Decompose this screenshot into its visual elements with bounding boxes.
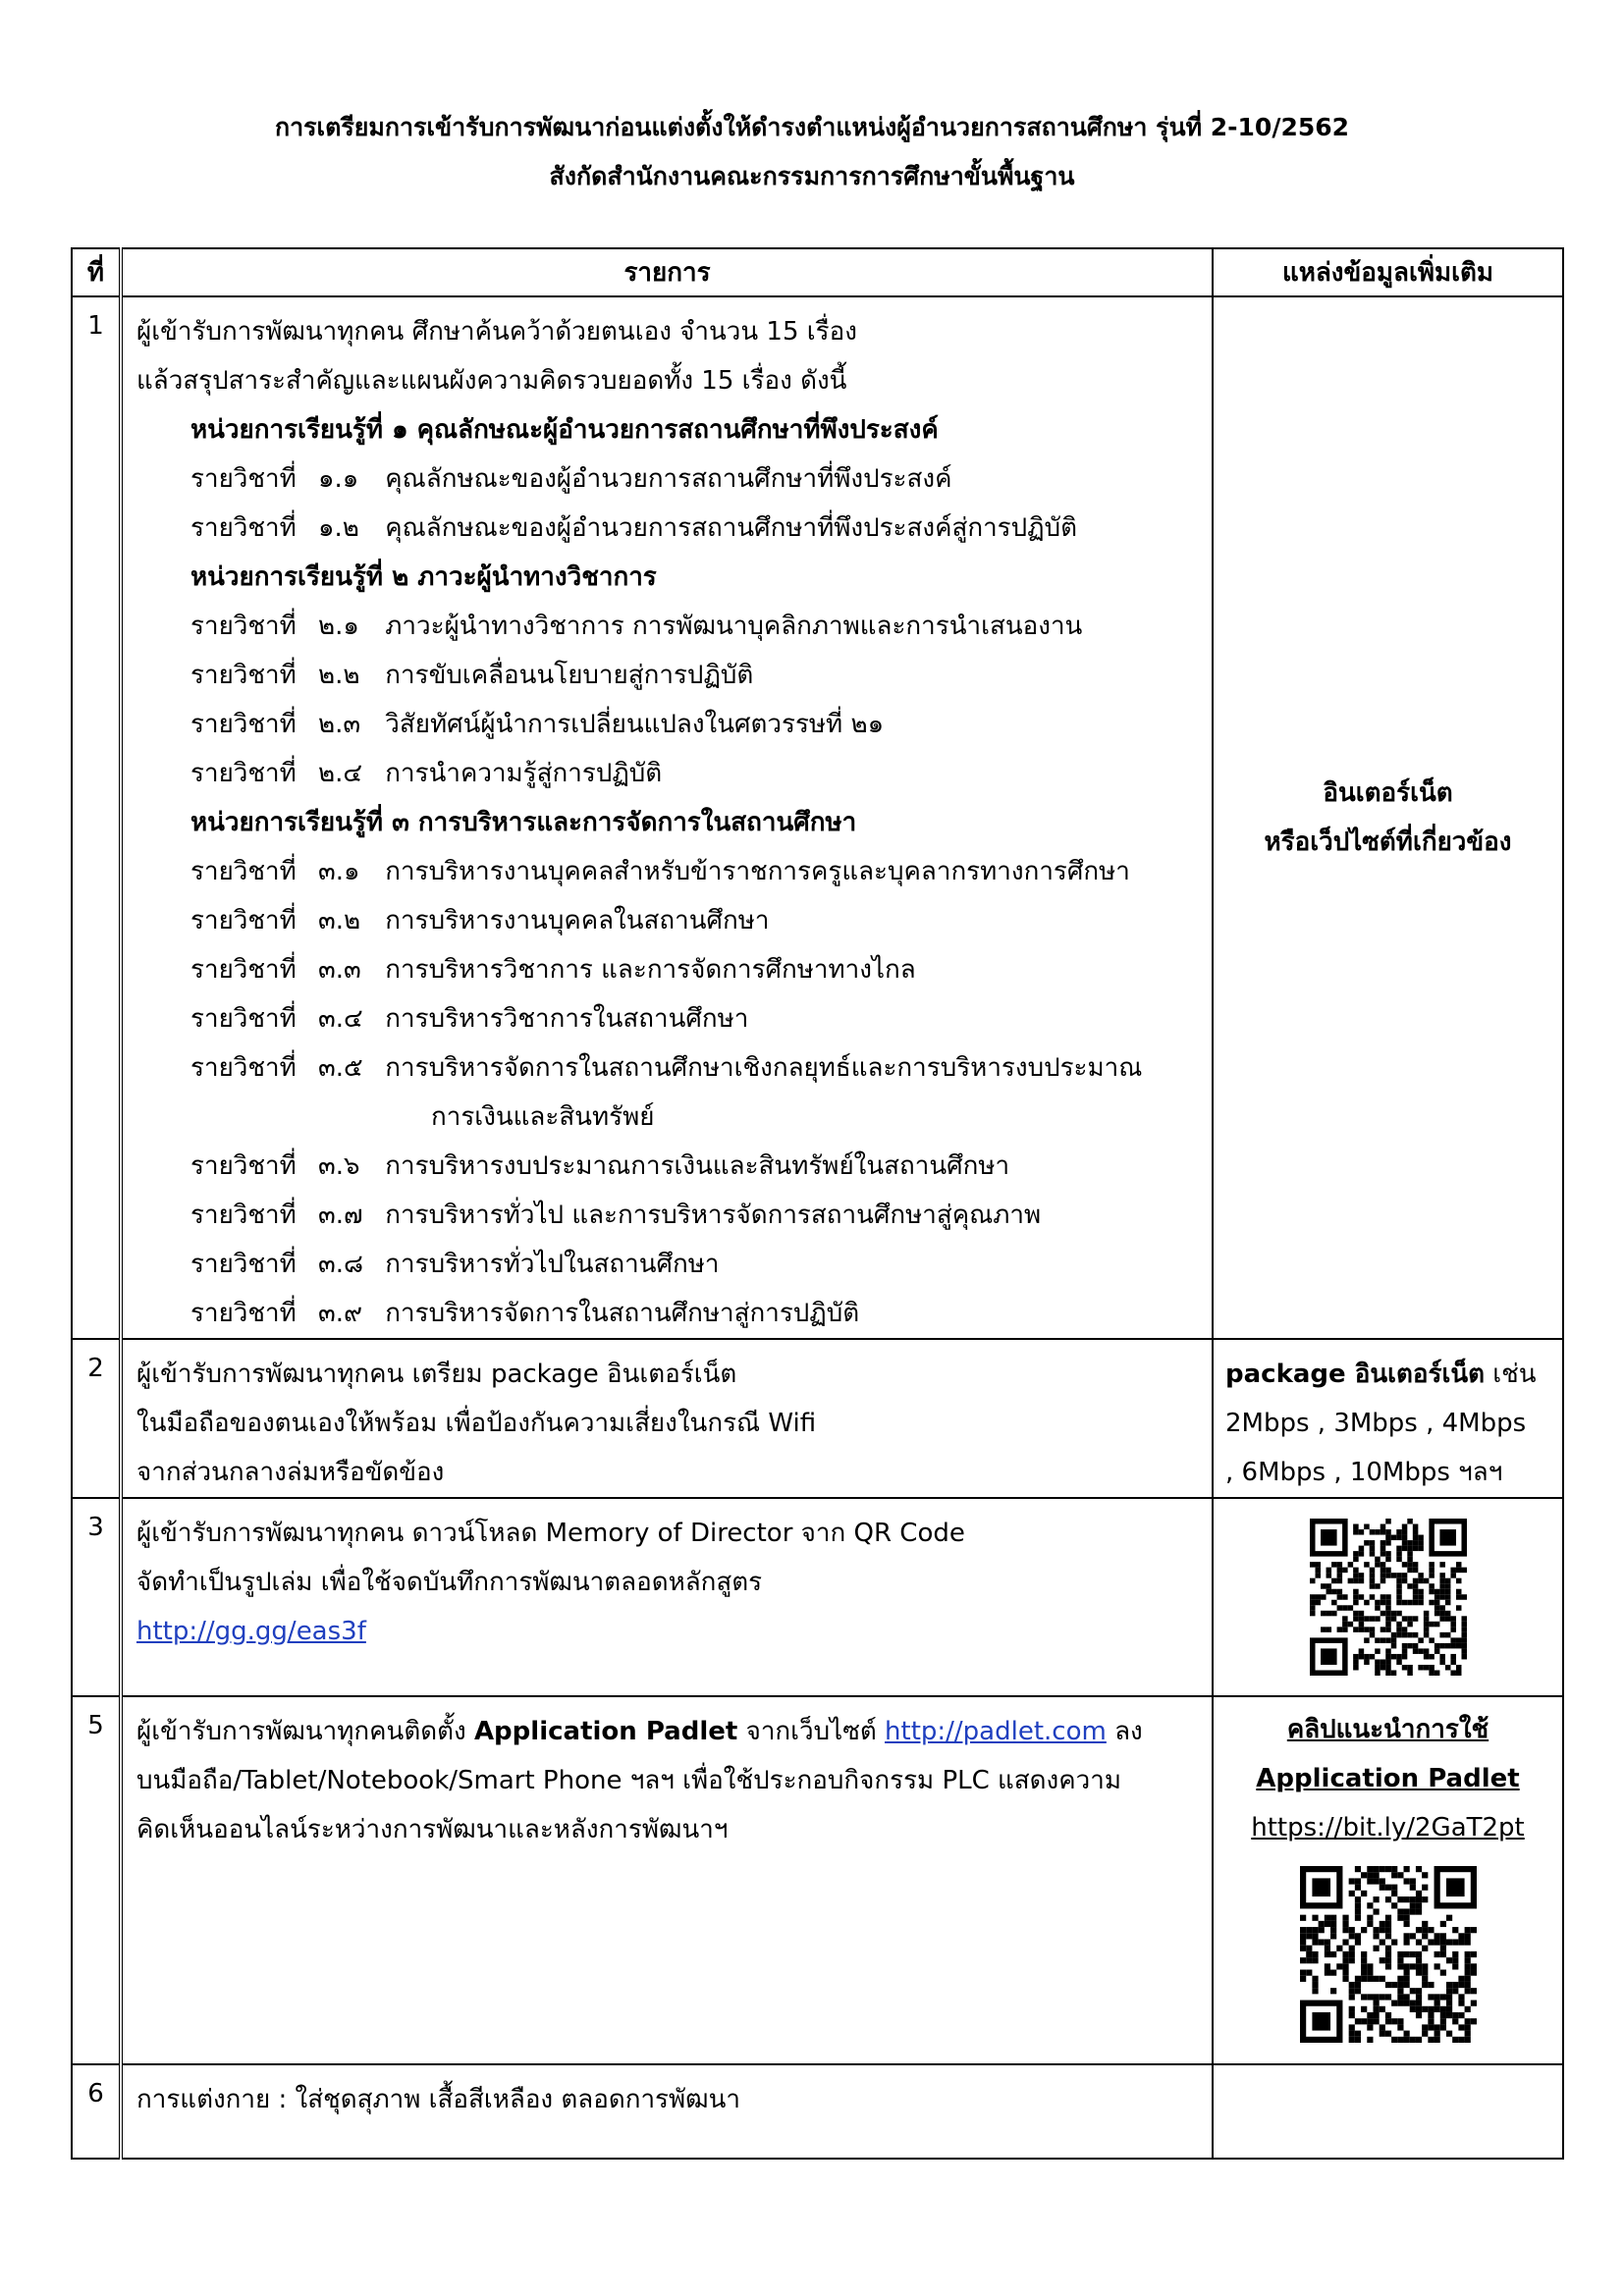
resource-text (1225, 1350, 1552, 1399)
resource-text: คลิปแนะนำการใช้ (1286, 1715, 1489, 1744)
subject-label: รายวิชาที่ (190, 1151, 297, 1181)
row-text: แล้วสรุปสาระสำคัญและแผนผังความคิดรวบยอดทั้ง 15 เรื่อง ดังนี้ (136, 366, 847, 396)
subject-code: ๓.๘ (318, 1250, 364, 1279)
subject-item (136, 602, 1202, 651)
subject-code: ๒.๑ (318, 612, 359, 641)
subject-title: การบริหารงบประมาณการเงินและสินทรัพย์ในสถานศึกษา (385, 1151, 1010, 1181)
subject-label: รายวิชาที่ (190, 1299, 297, 1328)
row-content (121, 2064, 1213, 2159)
subject-label: รายวิชาที่ (190, 710, 297, 739)
subject-item (136, 994, 1202, 1043)
subject-title: การบริหารทั่วไป และการบริหารจัดการสถานศึกษาสู่คุณภาพ (385, 1201, 1042, 1230)
table-row (72, 1696, 1563, 2064)
app-name: Application Padlet (473, 1717, 738, 1746)
subject-code: ๑.๑ (318, 464, 359, 494)
subject-code: ๑.๒ (318, 513, 359, 543)
row-number: 2 (72, 1339, 121, 1498)
qr-code-icon[interactable] (1310, 1519, 1467, 1676)
subject-title: การนำความรู้สู่การปฏิบัติ (385, 759, 663, 788)
subject-label: รายวิชาที่ (190, 464, 297, 494)
subject-title: การบริหารงานบุคคลในสถานศึกษา (385, 906, 770, 935)
row-resource (1213, 1339, 1563, 1498)
subject-code: ๒.๓ (318, 710, 361, 739)
row-text: คิดเห็นออนไลน์ระหว่างการพัฒนาและหลังการพัฒนาฯ (136, 1815, 729, 1844)
header-items: รายการ (121, 248, 1213, 296)
subject-label: รายวิชาที่ (190, 857, 297, 886)
table-header-row (72, 248, 1563, 296)
table-row (72, 1339, 1563, 1498)
subject-code: ๓.๙ (318, 1299, 363, 1328)
padlet-tutorial-link[interactable]: https://bit.ly/2GaT2pt (1251, 1813, 1525, 1842)
subject-label: รายวิชาที่ (190, 1201, 297, 1230)
row-text-part: ลง (1106, 1717, 1143, 1746)
subject-item (136, 1191, 1202, 1240)
header-resources: แหล่งข้อมูลเพิ่มเติม (1213, 248, 1563, 296)
row-text: ผู้เข้ารับการพัฒนาทุกคน เตรียม package อินเตอร์เน็ต (136, 1360, 737, 1389)
resource-text: , 6Mbps , 10Mbps ฯลฯ (1225, 1458, 1503, 1487)
row-text: จากส่วนกลางล่มหรือขัดข้อง (136, 1458, 445, 1487)
resource-bold-text: package อินเตอร์เน็ต (1225, 1360, 1485, 1389)
unit-heading: หน่วยการเรียนรู้ที่ ๑ คุณลักษณะผู้อำนวยการสถานศึกษาที่พึงประสงค์ (190, 415, 939, 445)
subject-title: การขับเคลื่อนนโยบายสู่การปฏิบัติ (385, 661, 754, 690)
subject-code: ๓.๔ (318, 1004, 363, 1034)
subject-item (136, 700, 1202, 749)
resource-text: 2Mbps , 3Mbps , 4Mbps (1225, 1409, 1527, 1438)
subject-title-continued: การเงินและสินทรัพย์ (431, 1102, 655, 1132)
preparation-table (71, 247, 1564, 2160)
row-text (136, 1707, 1202, 1756)
subject-code: ๓.๓ (318, 955, 361, 985)
row-text-part: จากเว็บไซต์ (737, 1717, 886, 1746)
row-content (121, 296, 1213, 1339)
subject-label: รายวิชาที่ (190, 612, 297, 641)
subject-item (136, 454, 1202, 504)
subject-item (136, 847, 1202, 896)
subject-title: ภาวะผู้นำทางวิชาการ การพัฒนาบุคลิกภาพและการนำเสนองาน (385, 612, 1083, 641)
subject-code: ๒.๒ (318, 661, 360, 690)
subject-item (136, 749, 1202, 798)
unit-heading: หน่วยการเรียนรู้ที่ ๒ ภาวะผู้นำทางวิชาการ (190, 562, 657, 592)
memory-of-director-link[interactable]: http://gg.gg/eas3f (136, 1617, 366, 1646)
resource-text: Application Padlet (1256, 1764, 1520, 1793)
row-number: 3 (72, 1498, 121, 1696)
subject-label: รายวิชาที่ (190, 513, 297, 543)
subject-item (136, 1289, 1202, 1338)
document-subtitle: สังกัดสำนักงานคณะกรรมการการศึกษาขั้นพื้นฐาน (549, 162, 1075, 190)
subject-title: การบริหารทั่วไปในสถานศึกษา (385, 1250, 720, 1279)
subject-item (136, 1142, 1202, 1191)
subject-item (136, 896, 1202, 945)
subject-code: ๓.๗ (318, 1201, 363, 1230)
subject-item (136, 945, 1202, 994)
table-row (72, 296, 1563, 1339)
subject-title: การบริหารวิชาการ และการจัดการศึกษาทางไกล (385, 955, 916, 985)
row-resource (1213, 296, 1563, 1339)
subject-title: การบริหารจัดการในสถานศึกษาเชิงกลยุทธ์และการบริหารงบประมาณ (385, 1053, 1143, 1083)
subject-item (136, 651, 1202, 700)
resource-text: อินเตอร์เน็ต (1323, 778, 1453, 808)
subject-code: ๓.๕ (318, 1053, 363, 1083)
subject-label: รายวิชาที่ (190, 759, 297, 788)
subject-title: คุณลักษณะของผู้อำนวยการสถานศึกษาที่พึงประสงค์ (385, 464, 952, 494)
table-row (72, 1498, 1563, 1696)
subject-label: รายวิชาที่ (190, 1053, 297, 1083)
subject-title: การบริหารจัดการในสถานศึกษาสู่การปฏิบัติ (385, 1299, 860, 1328)
row-text: การแต่งกาย : ใส่ชุดสุภาพ เสื้อสีเหลือง ตลอดการพัฒนา (136, 2085, 741, 2114)
row-text: จัดทำเป็นรูปเล่ม เพื่อใช้จดบันทึกการพัฒนาตลอดหลักสูตร (136, 1568, 763, 1597)
subject-title: คุณลักษณะของผู้อำนวยการสถานศึกษาที่พึงประสงค์สู่การปฏิบัติ (385, 513, 1077, 543)
header-number: ที่ (72, 248, 121, 296)
row-text: ในมือถือของตนเองให้พร้อม เพื่อป้องกันความเสี่ยงในกรณี Wifi (136, 1409, 817, 1438)
padlet-link[interactable]: http://padlet.com (885, 1717, 1107, 1746)
table-row (72, 2064, 1563, 2159)
resource-text-rest: เช่น (1485, 1360, 1537, 1389)
subject-code: ๓.๖ (318, 1151, 360, 1181)
subject-code: ๓.๑ (318, 857, 360, 886)
subject-code: ๒.๔ (318, 759, 363, 788)
row-content (121, 1498, 1213, 1696)
subject-label: รายวิชาที่ (190, 1250, 297, 1279)
row-number: 5 (72, 1696, 121, 2064)
row-text: บนมือถือ/Tablet/Notebook/Smart Phone ฯลฯ เพื่อใช้ประกอบกิจกรรม PLC แสดงความ (136, 1766, 1121, 1795)
qr-code-icon[interactable] (1300, 1866, 1477, 2043)
subject-label: รายวิชาที่ (190, 661, 297, 690)
subject-label: รายวิชาที่ (190, 906, 297, 935)
subject-item (136, 1043, 1202, 1093)
subject-code: ๓.๒ (318, 906, 361, 935)
subject-item (136, 504, 1202, 553)
row-text-part: ผู้เข้ารับการพัฒนาทุกคนติดตั้ง (136, 1717, 474, 1746)
row-resource (1213, 1696, 1563, 2064)
row-resource (1213, 2064, 1563, 2159)
row-text: ผู้เข้ารับการพัฒนาทุกคน ศึกษาค้นคว้าด้วยตนเอง จำนวน 15 เรื่อง (136, 317, 857, 347)
row-text: ผู้เข้ารับการพัฒนาทุกคน ดาวน์โหลด Memory of Director จาก QR Code (136, 1519, 965, 1548)
document-title: การเตรียมการเข้ารับการพัฒนาก่อนแต่งตั้งให้ดำรงตำแหน่งผู้อำนวยการสถานศึกษา รุ่นที่ 2-10/2562 (274, 113, 1350, 141)
subject-title: การบริหารงานบุคคลสำหรับข้าราชการครูและบุคลากรทางการศึกษา (385, 857, 1130, 886)
resource-text: หรือเว็ปไซต์ที่เกี่ยวข้อง (1264, 828, 1512, 857)
subject-title: การบริหารวิชาการในสถานศึกษา (385, 1004, 749, 1034)
row-content (121, 1696, 1213, 2064)
subject-item (136, 1240, 1202, 1289)
row-number: 1 (72, 296, 121, 1339)
subject-label: รายวิชาที่ (190, 955, 297, 985)
subject-label: รายวิชาที่ (190, 1004, 297, 1034)
unit-heading: หน่วยการเรียนรู้ที่ ๓ การบริหารและการจัดการในสถานศึกษา (190, 808, 857, 837)
row-resource (1213, 1498, 1563, 1696)
row-number: 6 (72, 2064, 121, 2159)
row-content (121, 1339, 1213, 1498)
subject-title: วิสัยทัศน์ผู้นำการเปลี่ยนแปลงในศตวรรษที่ ๒๑ (385, 710, 885, 739)
